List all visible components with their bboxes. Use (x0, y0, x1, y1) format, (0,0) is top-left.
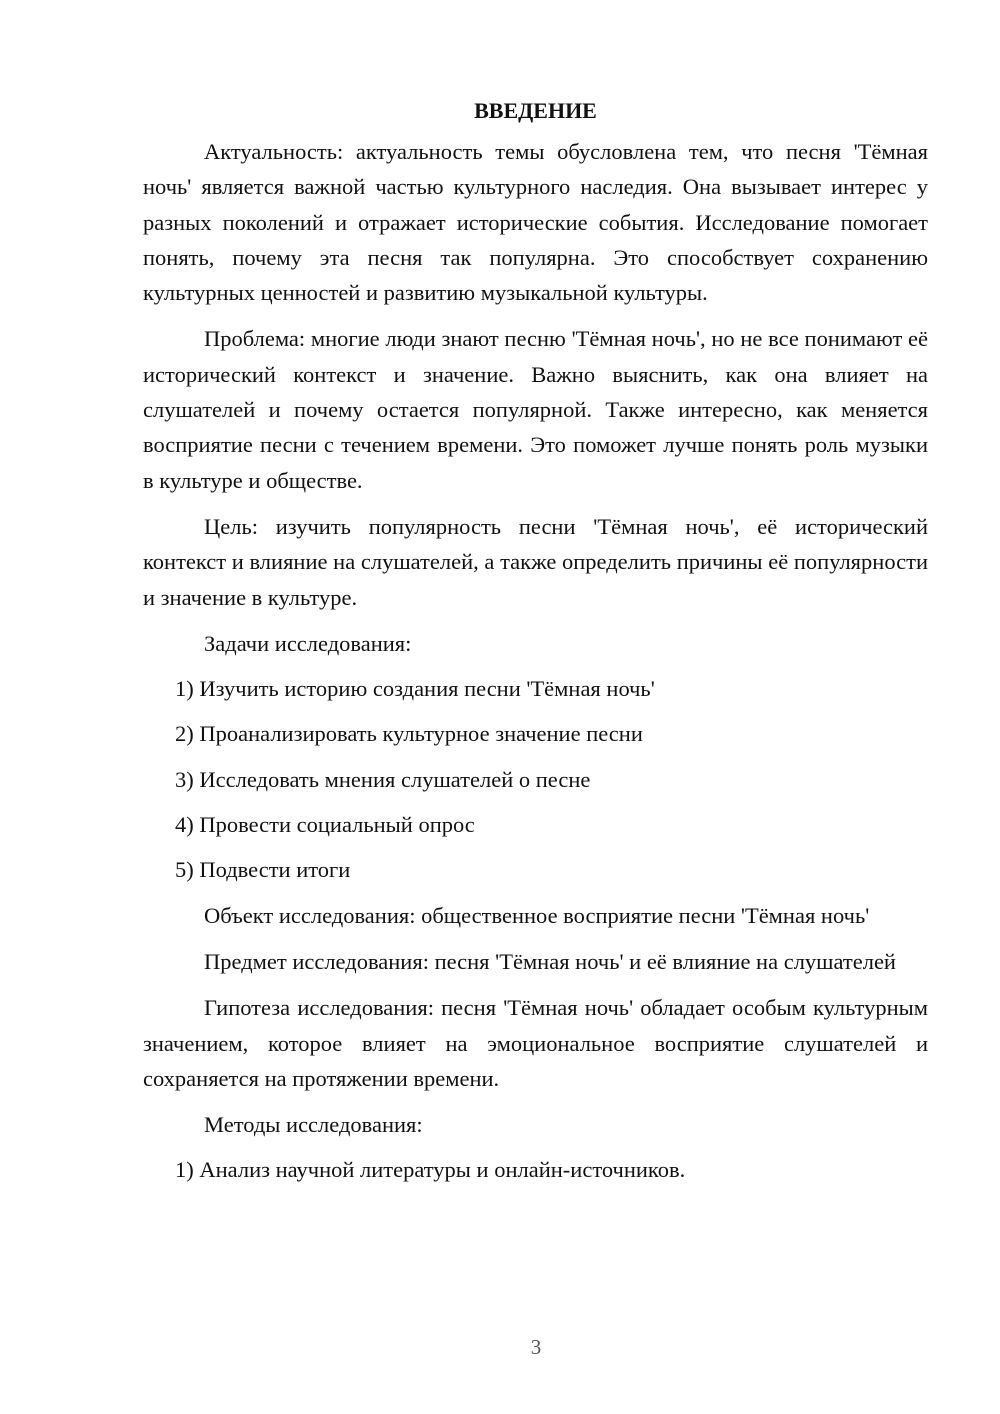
tasks-label: Задачи исследования: (204, 630, 412, 656)
methods-list (143, 1152, 928, 1187)
tasks-list (143, 671, 928, 887)
section-heading: ВВЕДЕНИЕ (474, 98, 597, 123)
list-item: 4) Провести социальный опрос (175, 812, 475, 838)
page-number: 3 (530, 1335, 542, 1359)
list-item: 1) Изучить историю создания песни 'Тёмная ночь' (175, 676, 655, 702)
list-item: 1) Анализ научной литературы и онлайн-источников. (175, 1157, 686, 1183)
problem-paragraph: Проблема: многие люди знают песню 'Тёмная ночь', но не все понимают её исторический контекст и значение. Важно выяснить, как она влияет на слушателей и почему остается популярной. Также интересно, как меняется восприятие песни с течением времени. Это поможет лучше понять роль музыки в культуре и обществе. (143, 326, 928, 493)
list-item: 2) Проанализировать культурное значение песни (175, 721, 643, 747)
subject-paragraph: Предмет исследования: песня 'Тёмная ночь' и её влияние на слушателей (204, 948, 896, 974)
list-item: 5) Подвести итоги (175, 857, 351, 883)
relevance-paragraph: Актуальность: актуальность темы обусловлена тем, что песня 'Тёмная ночь' является важной частью культурного наследия. Она вызывает интерес у разных поколений и отражает исторические события. Исследование помогает понять, почему эта песня так популярна. Это способствует сохранению культурных ценностей и развитию музыкальной культуры. (143, 139, 928, 306)
goal-paragraph: Цель: изучить популярность песни 'Тёмная ночь', её исторический контекст и влияние на слушателей, а также определить причины её популярности и значение в культуре. (143, 513, 928, 610)
hypothesis-paragraph: Гипотеза исследования: песня 'Тёмная ночь' обладает особым культурным значением, которое влияет на эмоциональное восприятие слушателей и сохраняется на протяжении времени. (143, 995, 928, 1091)
document-page (143, 96, 928, 1198)
object-paragraph: Объект исследования: общественное восприятие песни 'Тёмная ночь' (204, 902, 870, 928)
list-item: 3) Исследовать мнения слушателей о песне (175, 766, 591, 792)
methods-label: Методы исследования: (204, 1112, 423, 1138)
